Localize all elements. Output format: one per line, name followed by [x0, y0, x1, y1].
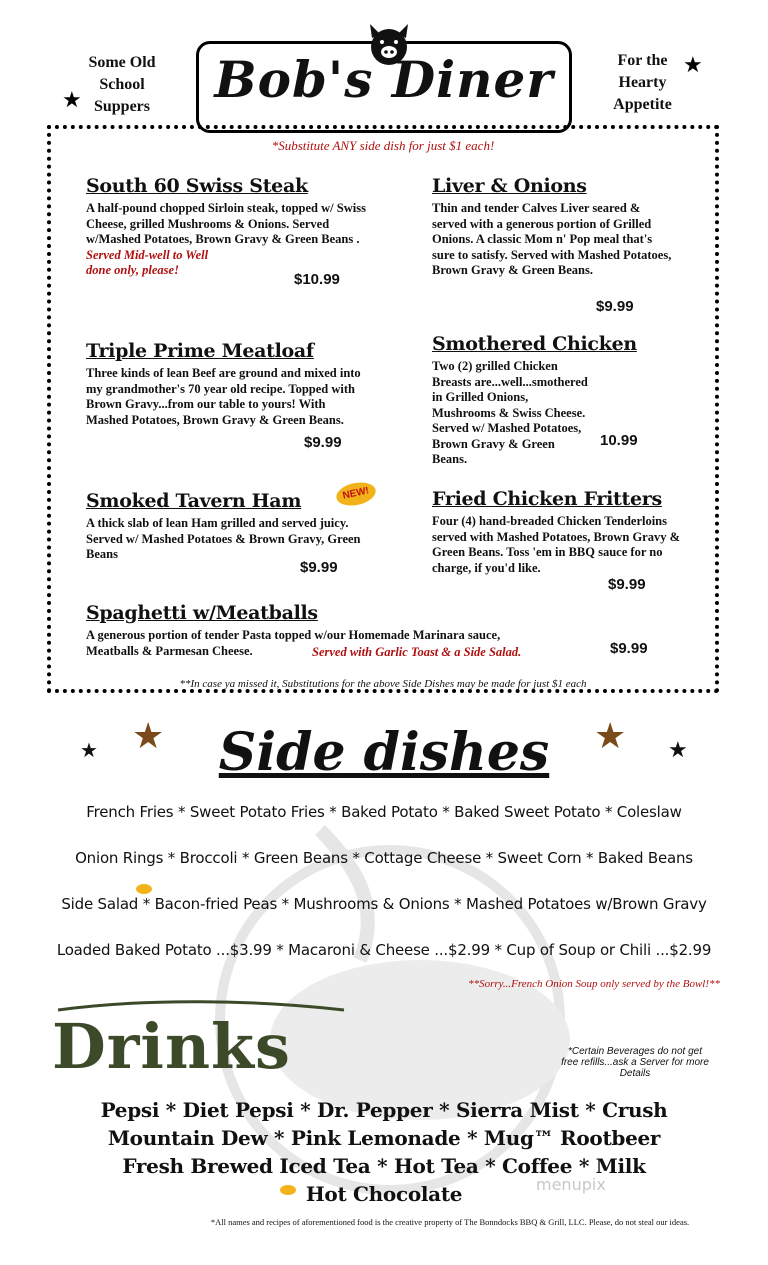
tagline-line: Some Old — [88, 54, 156, 71]
dish-description: Four (4) hand-breaded Chicken Tenderloins served with Mashed Potatoes, Brown Gravy & Green Beans. Toss 'em in BBQ sauce for no charge, if you'd like. — [432, 514, 681, 575]
new-badge-icon — [136, 884, 152, 894]
dish-price: $9.99 — [304, 434, 342, 451]
dish-name: Smoked Tavern Ham — [86, 490, 302, 512]
tagline-line: Suppers — [93, 98, 151, 115]
dish-note: Served with Garlic Toast & a Side Salad. — [312, 645, 522, 659]
star-icon: ★ — [80, 738, 98, 762]
dish-fried-chicken-fritters — [432, 488, 702, 576]
drinks-row: Pepsi * Diet Pepsi * Dr. Pepper * Sierra Mist * Crush — [100, 1098, 668, 1122]
drinks-title: Drinks — [52, 1010, 291, 1083]
dish-price: $9.99 — [610, 640, 648, 657]
star-icon: ★ — [132, 716, 165, 757]
tagline-line: For the — [617, 52, 668, 69]
tagline-line: School — [99, 76, 145, 93]
dish-price: $9.99 — [300, 559, 338, 576]
tagline-line: Appetite — [613, 96, 672, 113]
sides-row: French Fries * Sweet Potato Fries * Baked Potato * Baked Sweet Potato * Coleslaw — [86, 803, 682, 821]
dish-price: 10.99 — [600, 432, 638, 449]
logo-title: Bob's Diner — [214, 50, 554, 109]
dish-name: Spaghetti w/Meatballs — [86, 602, 318, 624]
dish-price: $9.99 — [596, 298, 634, 315]
dish-note: Served Mid-well to Well done only, please! — [86, 247, 209, 277]
dish-name: Smothered Chicken — [432, 333, 637, 355]
drinks-row: Hot Chocolate — [305, 1182, 463, 1206]
dish-south-60-swiss-steak — [86, 175, 366, 279]
dish-description: A generous portion of tender Pasta topped w/our Homemade Marinara sauce, Meatballs & Parmesan Cheese. — [86, 628, 501, 658]
dish-liver-onions — [432, 175, 672, 279]
sides-row: Side Salad * Bacon-fried Peas * Mushrooms & Onions * Mashed Potatoes w/Brown Gravy — [61, 895, 707, 913]
dish-price: $9.99 — [608, 576, 646, 593]
copyright-note: *All names and recipes of aforementioned food is the creative property of The Bonndocks BBQ & Grill, LLC. Please, do not steal our ideas. — [210, 1217, 690, 1227]
star-icon: ★ — [594, 716, 627, 757]
dish-name: Triple Prime Meatloaf — [86, 340, 314, 362]
sides-row: Loaded Baked Potato ...$3.99 * Macaroni & Cheese ...$2.99 * Cup of Soup or Chili ...$2.99 — [56, 941, 712, 959]
dish-description: A half-pound chopped Sirloin steak, topped w/ Swiss Cheese, grilled Mushrooms & Onions. Served w/Mashed Potatoes, Brown Gravy & Green Beans . — [86, 201, 366, 246]
dish-description: A thick slab of lean Ham grilled and served juicy. Served w/ Mashed Potatoes & Brown Gravy, Green Beans — [86, 516, 361, 561]
dish-name: South 60 Swiss Steak — [86, 175, 308, 197]
substitute-note: *Substitute ANY side dish for just $1 each! — [271, 138, 495, 153]
dish-description: Thin and tender Calves Liver seared & served with a generous portion of Grilled Onions. A classic Mom n' Pop meal that's sure to satisfy. Served with Mashed Potatoes, Brown Gravy & Green Beans. — [432, 201, 672, 277]
drinks-row: Fresh Brewed Iced Tea * Hot Tea * Coffee * Milk — [122, 1154, 646, 1178]
new-badge: NEW! — [334, 479, 378, 509]
sides-row: Onion Rings * Broccoli * Green Beans * Cottage Cheese * Sweet Corn * Baked Beans — [75, 849, 693, 867]
dish-description: Three kinds of lean Beef are ground and mixed into my grandmother's 70 year old recipe. Topped with Brown Gravy...from our table to yours! With Mashed Potatoes, Brown Gravy & Green Beans. — [86, 366, 361, 427]
dish-smothered-chicken — [432, 333, 682, 468]
dish-triple-prime-meatloaf — [86, 340, 366, 428]
watermark-text: menupix — [536, 1175, 606, 1194]
tagline-line: Hearty — [618, 74, 667, 91]
new-badge-icon — [280, 1185, 296, 1195]
dish-name: Liver & Onions — [432, 175, 587, 197]
sides-title: Side dishes — [218, 722, 550, 783]
dish-name: Fried Chicken Fritters — [432, 488, 662, 510]
dish-description: Two (2) grilled Chicken Breasts are...well...smothered in Grilled Onions, Mushrooms & Swiss Cheese. Served w/ Mashed Potatoes, Brown Gravy & Green Beans. — [432, 359, 588, 466]
substitution-footnote: **In case ya missed it, Substitutions for the above Side Dishes may be made for just $1 each — [179, 678, 587, 690]
star-icon: ★ — [62, 88, 82, 113]
dish-smoked-tavern-ham — [86, 490, 376, 563]
star-icon: ★ — [683, 53, 703, 78]
drinks-note: *Certain Beverages do not get free refills...ask a Server for more Details — [561, 1046, 709, 1079]
star-icon: ★ — [668, 738, 688, 763]
drinks-row: Mountain Dew * Pink Lemonade * Mug™ Rootbeer — [107, 1126, 661, 1150]
dish-price: $10.99 — [294, 271, 340, 288]
sorry-note: **Sorry...French Onion Soup only served by the Bowl!** — [468, 978, 720, 990]
